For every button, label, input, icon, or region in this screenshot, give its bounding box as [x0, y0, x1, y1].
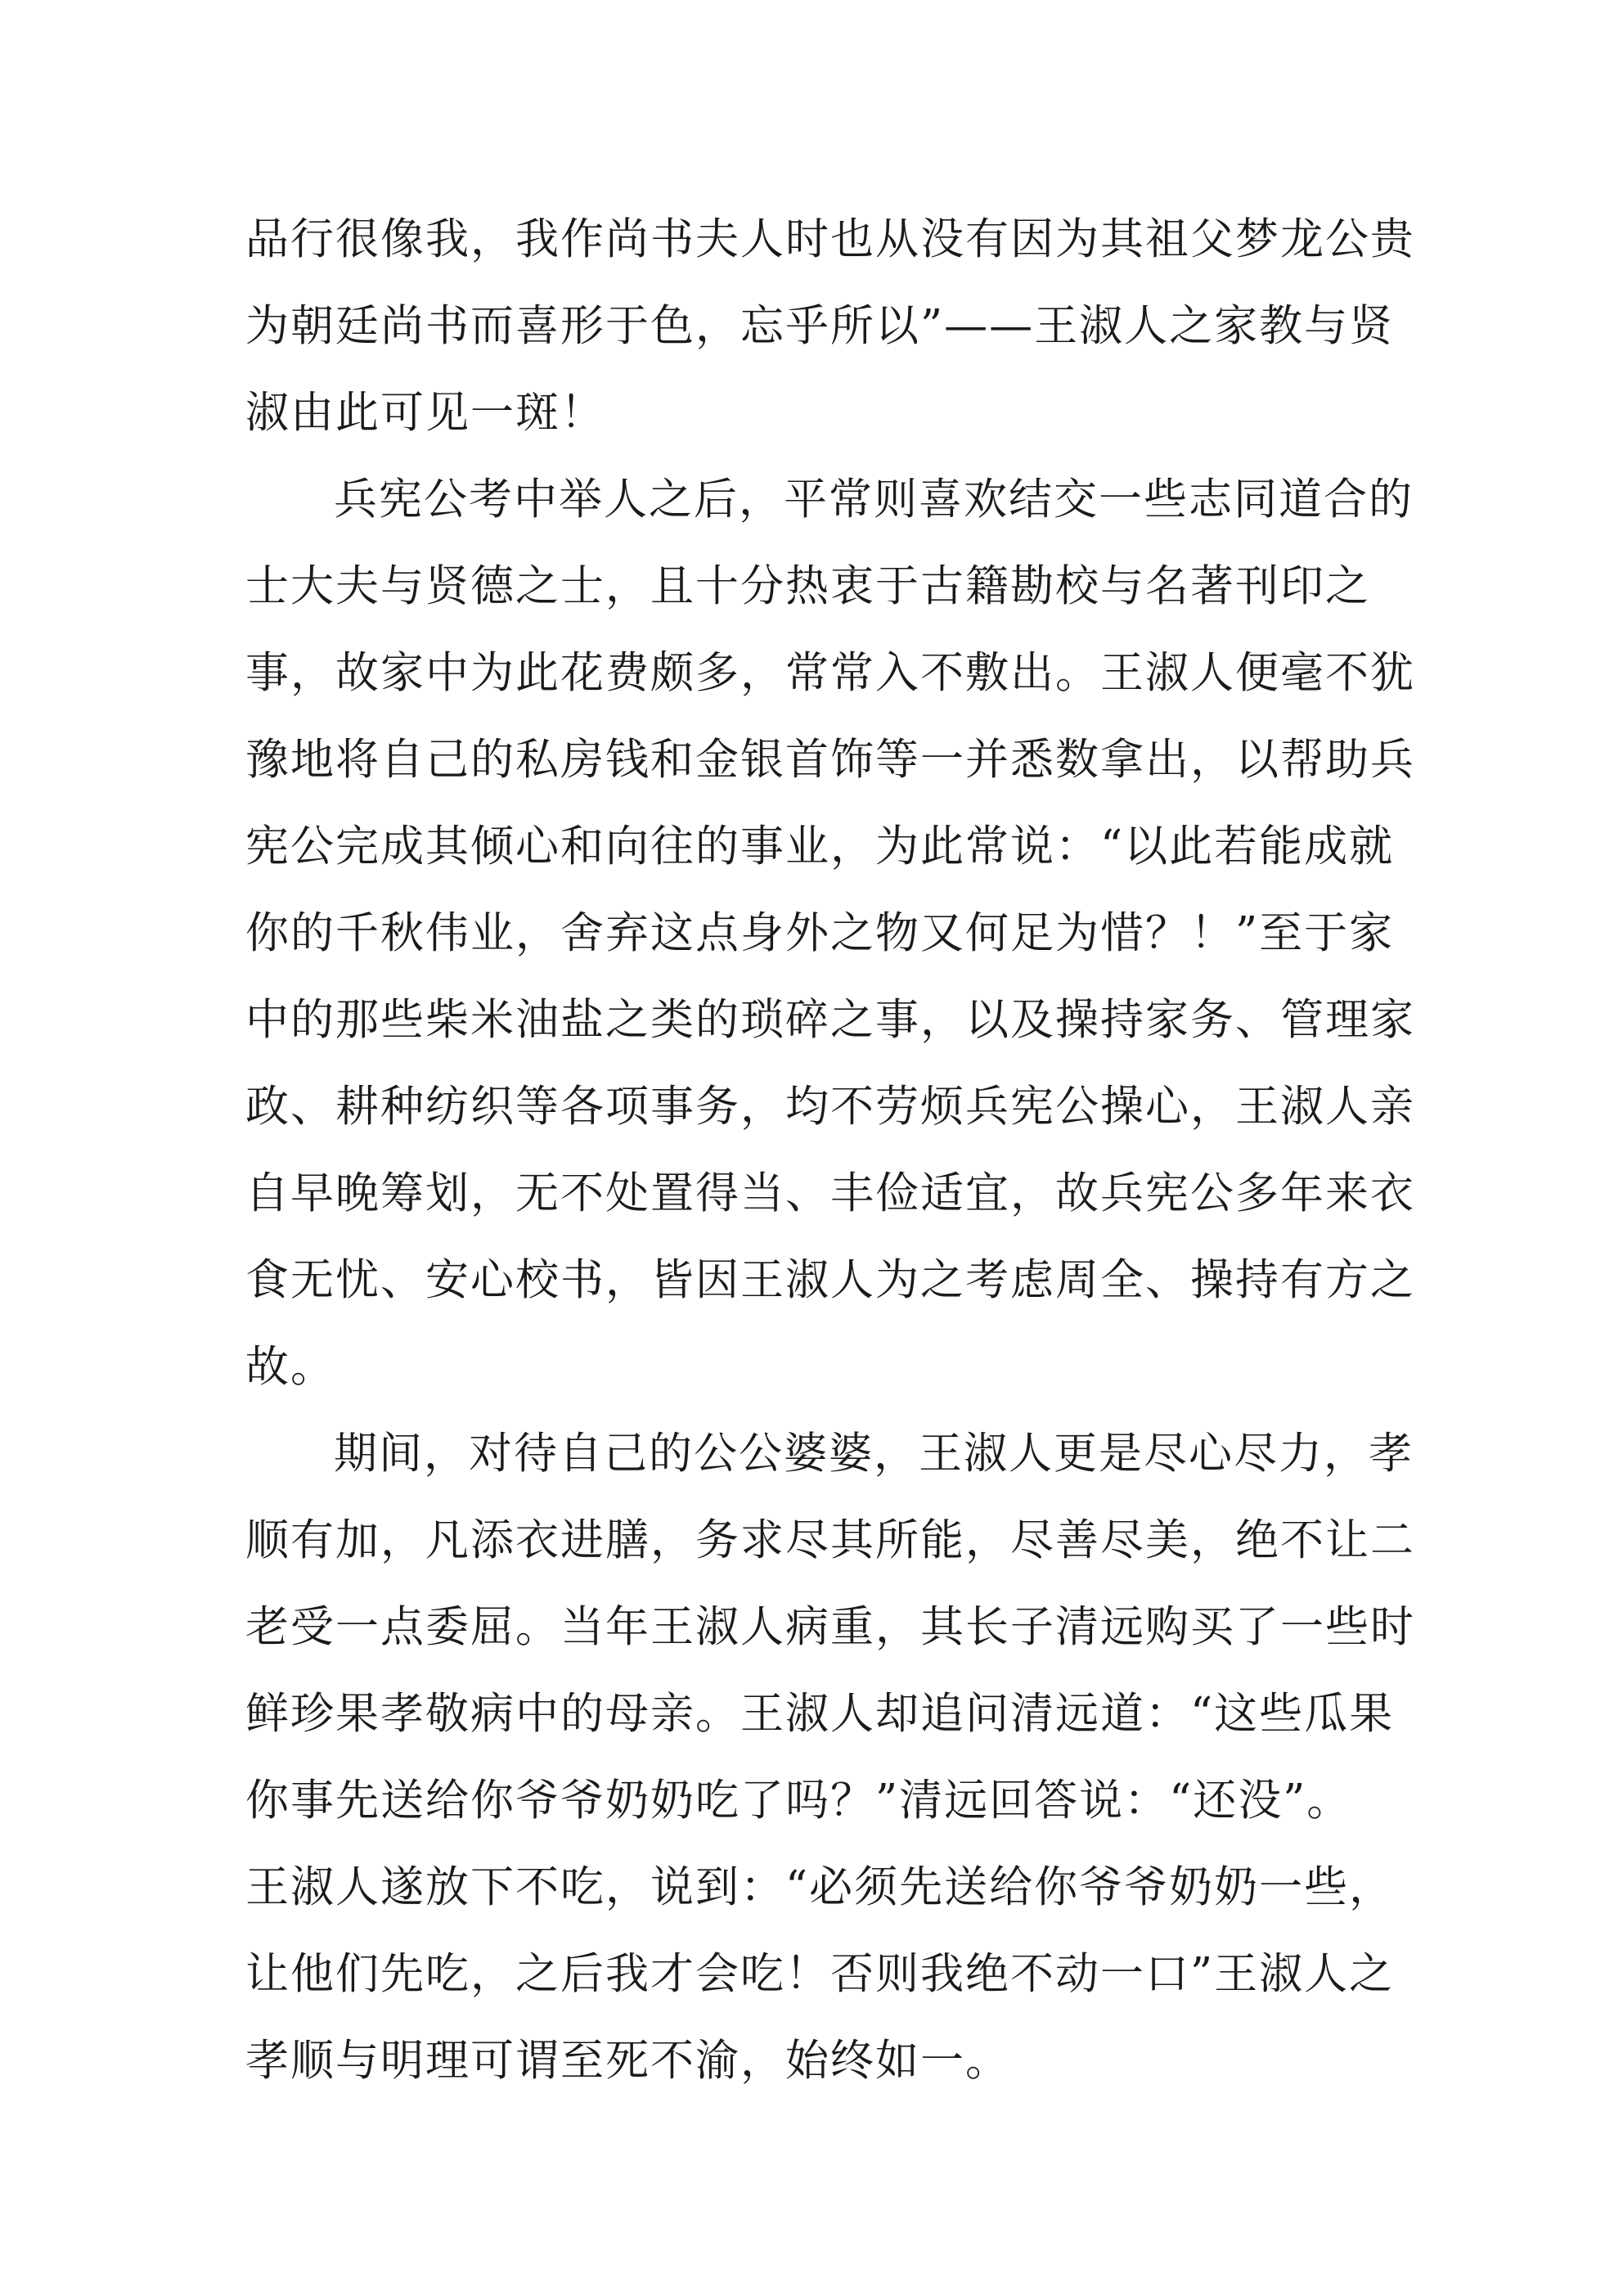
text-line: 鲜珍果孝敬病中的母亲。王淑人却追问清远道：“这些瓜果	[245, 1689, 1395, 1739]
text-line: 你的千秋伟业，舍弃这点身外之物又何足为惜？！”至于家	[245, 908, 1395, 958]
text-line: 政、耕种纺织等各项事务，均不劳烦兵宪公操心，王淑人亲	[245, 1082, 1415, 1132]
text-line: 士大夫与贤德之士，且十分热衷于古籍勘校与名著刊印之	[245, 561, 1370, 611]
text-line: 食无忧、安心校书，皆因王淑人为之考虑周全、操持有方之	[245, 1255, 1415, 1305]
text-line: 顺有加，凡添衣进膳，务求尽其所能，尽善尽美，绝不让二	[245, 1515, 1415, 1565]
text-line: 王淑人遂放下不吃，说到：“必须先送给你爷爷奶奶一些，	[245, 1862, 1395, 1912]
text-line: 故。	[245, 1342, 335, 1392]
text-line: 你事先送给你爷爷奶奶吃了吗？”清远回答说：“还没”。	[245, 1776, 1352, 1826]
text-line: 淑由此可见一斑！	[245, 388, 605, 438]
text-line: 让他们先吃，之后我才会吃！否则我绝不动一口”王淑人之	[245, 1949, 1395, 1999]
text-line: 中的那些柴米油盐之类的琐碎之事，以及操持家务、管理家	[245, 995, 1415, 1045]
paragraph-start-line: 期间，对待自己的公公婆婆，王淑人更是尽心尽力，孝	[334, 1429, 1414, 1479]
text-line: 豫地将自己的私房钱和金银首饰等一并悉数拿出，以帮助兵	[245, 735, 1415, 785]
text-line: 事，故家中为此花费颇多，常常入不敷出。王淑人便毫不犹	[245, 648, 1415, 698]
text-line: 品行很像我，我作尚书夫人时也从没有因为其祖父梦龙公贵	[245, 214, 1415, 264]
paragraph-start-line: 兵宪公考中举人之后，平常则喜欢结交一些志同道合的	[334, 475, 1414, 524]
text-line: 老受一点委屈。当年王淑人病重，其长子清远购买了一些时	[245, 1602, 1415, 1652]
text-line: 自早晚筹划，无不处置得当、丰俭适宜，故兵宪公多年来衣	[245, 1168, 1415, 1218]
text-line: 孝顺与明理可谓至死不渝，始终如一。	[245, 2036, 1010, 2086]
text-line: 宪公完成其倾心和向往的事业，为此常说：“以此若能成就	[245, 822, 1395, 871]
text-line: 为朝廷尚书而喜形于色，忘乎所以”——王淑人之家教与贤	[245, 301, 1395, 351]
